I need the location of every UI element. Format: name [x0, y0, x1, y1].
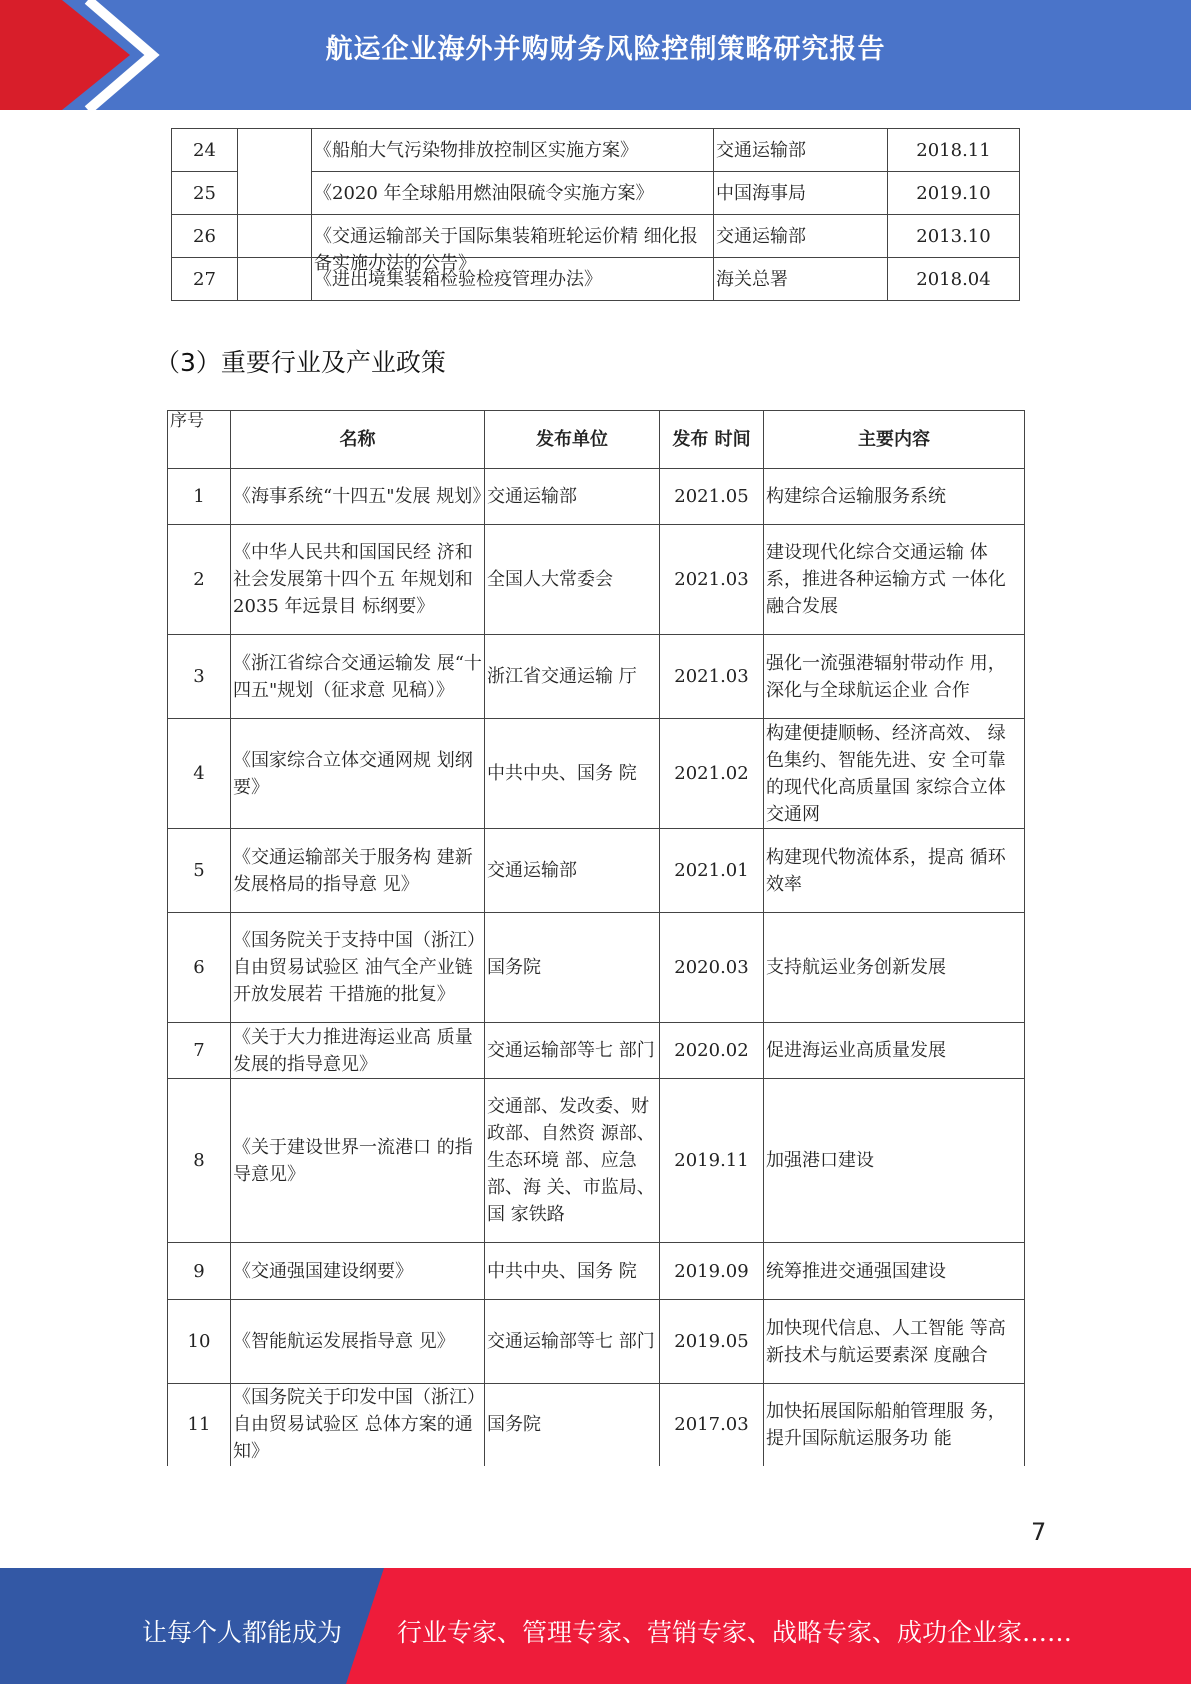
- issue-date: 2017.03: [660, 1384, 764, 1466]
- issuer: 交通运输部: [714, 215, 888, 258]
- page-number: 7: [1031, 1518, 1047, 1546]
- column-header-number: 序号: [168, 411, 231, 469]
- main-content: 构建现代物流体系，提高 循环效率: [764, 829, 1025, 913]
- issuer: 国务院: [485, 1384, 660, 1466]
- policy-name: 《进出境集装箱检验检疫管理办法》: [312, 258, 714, 301]
- row-number: 24: [172, 129, 238, 172]
- main-content: 建设现代化综合交通运输 体系，推进各种运输方式 一体化融合发展: [764, 525, 1025, 635]
- empty-cell: [238, 129, 312, 215]
- issuer: 海关总署: [714, 258, 888, 301]
- table-row: [172, 258, 1020, 301]
- section-heading: （3）重要行业及产业政策: [155, 348, 446, 377]
- issue-date: 2021.03: [660, 635, 764, 719]
- issue-date: 2018.11: [888, 129, 1020, 172]
- policy-name: 《2020 年全球船用燃油限硫令实施方案》: [312, 172, 714, 215]
- policy-name: 《船舶大气污染物排放控制区实施方案》: [312, 129, 714, 172]
- issue-date: 2021.02: [660, 719, 764, 829]
- table-row: [168, 829, 1025, 913]
- row-number: 6: [168, 913, 231, 1023]
- main-content: 促进海运业高质量发展: [764, 1023, 1025, 1079]
- main-content: 统筹推进交通强国建设: [764, 1243, 1025, 1300]
- row-number: 8: [168, 1079, 231, 1243]
- issuer: 中共中央、国务 院: [485, 719, 660, 829]
- table-row: [168, 1023, 1025, 1079]
- table-row: [168, 1079, 1025, 1243]
- issuer: 交通运输部: [485, 829, 660, 913]
- issuer: 浙江省交通运输 厅: [485, 635, 660, 719]
- issuer: 交通运输部: [714, 129, 888, 172]
- issue-date: 2019.05: [660, 1300, 764, 1384]
- row-number: 11: [168, 1384, 231, 1466]
- empty-cell: [238, 215, 312, 258]
- issuer: 国务院: [485, 913, 660, 1023]
- footer-slogan-right: 行业专家、管理专家、营销专家、战略专家、成功企业家……: [397, 1618, 1073, 1647]
- main-content: 加快现代信息、人工智能 等高新技术与航运要素深 度融合: [764, 1300, 1025, 1384]
- page-footer: [0, 1568, 1191, 1684]
- issue-date: 2021.05: [660, 469, 764, 525]
- policy-name: 《国务院关于支持中国（浙江）自由贸易试验区 油气全产业链开放发展若 干措施的批复》: [231, 913, 485, 1023]
- policy-name: 《交通强国建设纲要》: [231, 1243, 485, 1300]
- policy-name: 《关于建设世界一流港口 的指导意见》: [231, 1079, 485, 1243]
- table-row: [168, 719, 1025, 829]
- column-header-date: 发布 时间: [660, 411, 764, 469]
- table-row: [172, 129, 1020, 172]
- policy-name: 《国务院关于印发中国（浙江）自由贸易试验区 总体方案的通知》: [231, 1384, 485, 1466]
- table-row: [168, 1384, 1025, 1466]
- issuer: 交通部、发改委、财政部、自然资 源部、生态环境 部、应急部、海 关、市监局、国 家铁路: [485, 1079, 660, 1243]
- row-number: 2: [168, 525, 231, 635]
- table-row: [172, 215, 1020, 258]
- issuer: 中国海事局: [714, 172, 888, 215]
- table-header-row: [168, 411, 1025, 469]
- issue-date: 2013.10: [888, 215, 1020, 258]
- issue-date: 2021.03: [660, 525, 764, 635]
- top-continued-table: [171, 128, 1020, 301]
- row-number: 9: [168, 1243, 231, 1300]
- row-number: 3: [168, 635, 231, 719]
- main-content: 加强港口建设: [764, 1079, 1025, 1243]
- policy-name: 《国家综合立体交通网规 划纲要》: [231, 719, 485, 829]
- policy-name-cell: [312, 215, 714, 274]
- main-content: 构建综合运输服务系统: [764, 469, 1025, 525]
- issuer: 交通运输部: [485, 469, 660, 525]
- policy-name: 《智能航运发展指导意 见》: [231, 1300, 485, 1384]
- table-row: [168, 1300, 1025, 1384]
- main-content: 支持航运业务创新发展: [764, 913, 1025, 1023]
- row-number: 10: [168, 1300, 231, 1384]
- main-content: 加快拓展国际船舶管理服 务，提升国际航运服务功 能: [764, 1384, 1025, 1466]
- row-number: 27: [172, 258, 238, 301]
- row-number: 25: [172, 172, 238, 215]
- main-content: 构建便捷顺畅、经济高效、 绿色集约、智能先进、安 全可靠的现代化高质量国 家综合立体交通网: [764, 719, 1025, 829]
- policy-name: 《浙江省综合交通运输发 展“十四五"规划（征求意 见稿）》: [231, 635, 485, 719]
- column-header-content: 主要内容: [764, 411, 1025, 469]
- policy-name: 《关于大力推进海运业高 质量发展的指导意见》: [231, 1023, 485, 1079]
- header-title: 航运企业海外并购财务风险控制策略研究报告: [325, 34, 886, 65]
- issue-date: 2019.11: [660, 1079, 764, 1243]
- table-row: [168, 913, 1025, 1023]
- policy-name: 《中华人民共和国国民经 济和社会发展第十四个五 年规划和 2035 年远景目 标纲要》: [231, 525, 485, 635]
- empty-cell: [238, 258, 312, 301]
- table-row: [168, 635, 1025, 719]
- table-row: [168, 1243, 1025, 1300]
- policy-name: 《交通运输部关于国际集装箱班轮运价精 细化报备实施办法的公告》: [314, 225, 698, 274]
- policy-name: 《交通运输部关于服务构 建新发展格局的指导意 见》: [231, 829, 485, 913]
- issuer: 交通运输部等七 部门: [485, 1300, 660, 1384]
- issuer: 全国人大常委会: [485, 525, 660, 635]
- row-number: 7: [168, 1023, 231, 1079]
- column-header-unit: 发布单位: [485, 411, 660, 469]
- issue-date: 2019.09: [660, 1243, 764, 1300]
- issue-date: 2020.02: [660, 1023, 764, 1079]
- page-header: [0, 0, 1191, 110]
- issuer: 交通运输部等七 部门: [485, 1023, 660, 1079]
- row-number: 4: [168, 719, 231, 829]
- row-number: 26: [172, 215, 238, 258]
- issue-date: 2020.03: [660, 913, 764, 1023]
- column-header-name: 名称: [231, 411, 485, 469]
- policy-name: 《海事系统“十四五"发展 规划》: [231, 469, 485, 525]
- issue-date: 2018.04: [888, 258, 1020, 301]
- issue-date: 2019.10: [888, 172, 1020, 215]
- row-number: 5: [168, 829, 231, 913]
- table-row: [168, 525, 1025, 635]
- policy-table: [167, 410, 1025, 1466]
- table-row: [168, 469, 1025, 525]
- footer-slogan-left: 让每个人都能成为: [142, 1618, 343, 1647]
- issue-date: 2021.01: [660, 829, 764, 913]
- row-number: 1: [168, 469, 231, 525]
- issuer: 中共中央、国务 院: [485, 1243, 660, 1300]
- main-content: 强化一流强港辐射带动作 用，深化与全球航运企业 合作: [764, 635, 1025, 719]
